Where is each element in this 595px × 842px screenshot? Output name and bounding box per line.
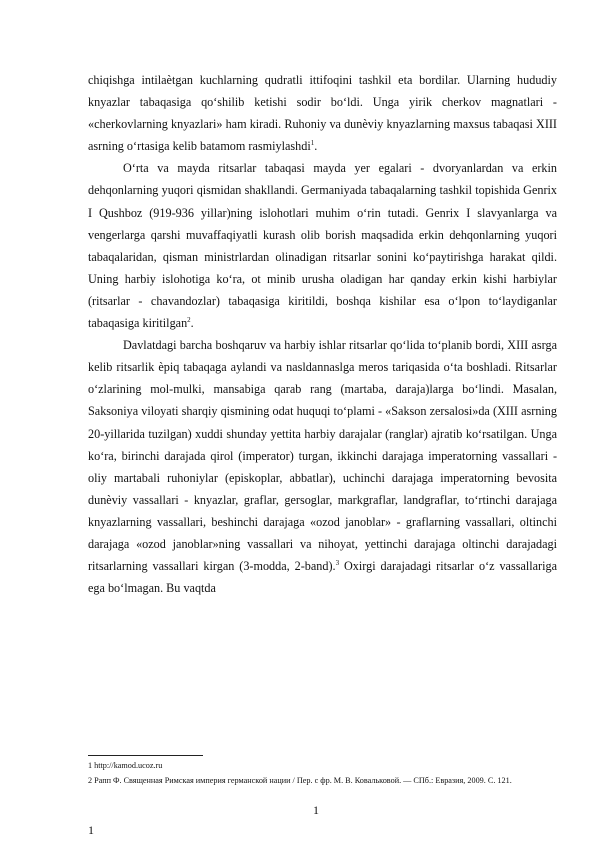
paragraph-3-text: Davlatdagi barcha boshqaruv va harbiy ishlar ritsarlar qo‘lida to‘planib bordi, XIII asrga kelib ritsarlik ѐpiq tabaqaga aylandi va nasldannaslga meros tariqasida o‘ta boshladi. Ritsarlar o‘zlarining mol-mulki, mansabiga qarab rang (martaba, daraja)larga bo‘lindi. Masalan, Saksoniya viloyati sharqiy qismining odat huquqi to‘plami - «Sakson zersalosi»da (XIII asrning 20-yillarida tuzilgan) xuddi shunday yettita harbiy darajalar (ranglar) ajratib ko‘rsatilgan. Unga ko‘ra, birinchi darajada qirol (imperator) turgan, ikkinchi darajaga imperatorning vassallari - oliy martabali ruhoniylar (episkoplar, abbatlar), uchinchi darajaga imperatorning bevosita dunѐviy vassallari - knyazlar, graflar, gersoglar, markgraflar, landgraflar, to‘rtinchi darajaga knyazlarning vassallari, beshinchi darajaga «ozod janoblar» - graflarning vassallari, oltinchi darajaga «ozod janoblar»ning vassallari va nihoyat, yettinchi darajaga oltinchi darajadagi ritsarlarning vassallari kirgan (3-modda, 2-band).	[88, 338, 557, 574]
paragraph-2	[88, 157, 557, 334]
footnote-ref-3[interactable]: 3	[335, 559, 340, 567]
paragraph-2-text: O‘rta va mayda ritsarlar tabaqasi mayda yer egalari - dvoryanlardan va erkin dehqonlarning yuqori qismidan shakllandi. Germaniyada tabaqalarning tashkil topishida Genrix I Qushboz (919-936 yillar)ning islohotlari muhim o‘rin tutadi. Genrix I slavyanlarga va vengerlarga qarshi muvaffaqiyatli kurash olib borish maqsadida erkin dehqonlarning yuqori tabaqalaridan, qisman ministrlardan olinadigan ritsarlar sonini ko‘paytirishga harakat qildi. Uning harbiy islohotiga ko‘ra, ot minib urusha oladigan har qanday erkin kishi harbiylar (ritsarlar - chavandozlar) tabaqasiga kiritildi, boshqa kishilar esa o‘lpon to‘laydiganlar tabaqasiga kiritilgan	[88, 161, 557, 331]
footnote-2: 2 Рапп Ф. Священная Римская империя германской нации / Пер. с фр. М. В. Ковальковой. — СПб.: Евразия, 2009. С. 121.	[88, 776, 512, 785]
footnote-1: 1 http://kamod.ucoz.ru	[88, 761, 163, 770]
footnote-ref-1[interactable]: 1	[310, 139, 315, 148]
footnote-ref-2[interactable]: 2	[187, 315, 191, 324]
paragraph-3-tail: Oxirgi darajadagi ritsarlar o‘z vassallariga ega bo‘lmagan. Bu vaqtda	[88, 559, 557, 596]
paragraph-1-tail: .	[314, 139, 318, 154]
footnote-divider	[88, 755, 203, 756]
footnotes	[88, 758, 557, 788]
page-body	[88, 69, 557, 599]
paragraph-2-tail: .	[190, 316, 194, 331]
page-number: 1	[313, 803, 319, 817]
paragraph-1-text: chiqishga intilaѐtgan kuchlarning qudratli ittifoqini tashkil eta bordilar. Ularning hududiy knyazlar tabaqasiga qo‘shilib ketishi sodir bo‘ldi. Unga yirik cherkov magnatlari - «cherkovlarning knyazlari» ham kiradi. Ruhoniy va dunѐviy knyazlarning maxsus tabaqasi XIII asrning o‘rtasiga kelib batamom rasmiylashdi	[88, 73, 557, 154]
paragraph-3	[88, 334, 557, 599]
page-number-left: 1	[88, 823, 94, 837]
paragraph-1	[88, 69, 557, 157]
